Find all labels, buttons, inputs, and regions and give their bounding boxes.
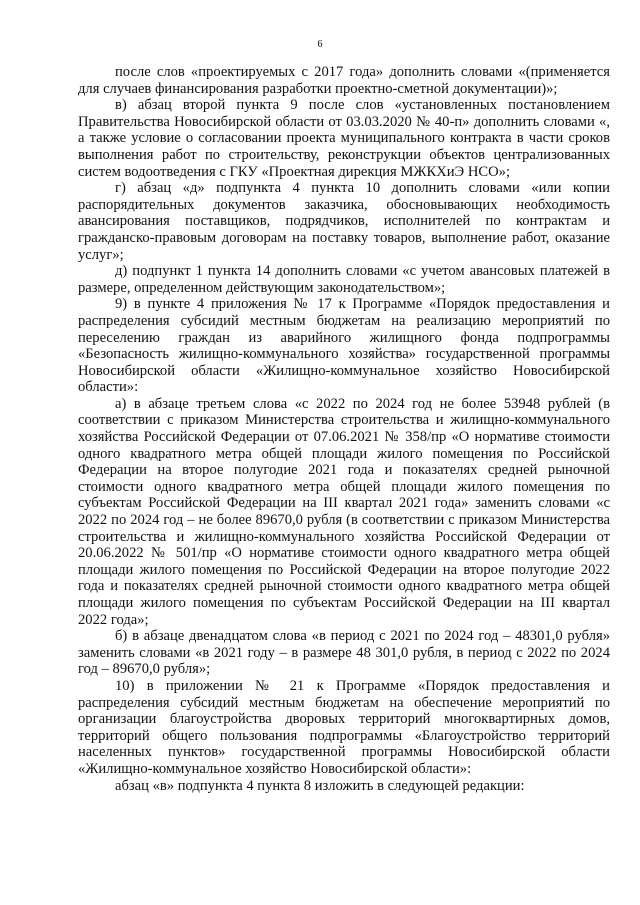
paragraph-final: абзац «в» подпункта 4 пункта 8 изложить в следующей редакции: (115, 777, 525, 794)
paragraph-item-d: д) подпункт 1 пункта 14 дополнить словами «с учетом авансовых платежей в размере, определенном действующим законодательством»; (78, 263, 610, 296)
paragraph-phrase-addition: после слов «проектируемых с 2017 года» дополнить словами «(применяется для случаев финансирования разработки проектно-сметной документации)»; (78, 64, 610, 97)
paragraph-item-g: г) абзац «д» подпункта 4 пункта 10 дополнить словами «или копии распорядительных документов заказчика, обосновывающих необходимость авансирования поставщиков, подрядчиков, исполнителей по контрактам и гражданско-правовым договорам на поставку товаров, выполнение работ, оказание услуг»; (78, 180, 610, 263)
paragraph-item-b: б) в абзаце двенадцатом слова «в период с 2021 по 2024 год – 48301,0 рубля» заменить словами «в 2021 году – в размере 48 301,0 рубля, в период с 2022 по 2024 год – 89670,0 рубля»; (78, 628, 610, 678)
paragraph-item-a: а) в абзаце третьем слова «с 2022 по 2024 год не более 53948 рублей (в соответствии с приказом Министерства строительства и жилищно-коммунального хозяйства Российской Федерации от 07.06.2021 № 358/пр «О нормативе стоимости одного квадратного метра общей площади жилого помещения по Российской Федерации на второе полугодие 2021 года и показателях средней рыночной стоимости одного квадратного метра общей площади жилого помещения по субъектам Российской Федерации на III квартал 2021 года» заменить словами «с 2022 по 2024 год – не более 89670,0 рубля (в соответствии с приказом Министерства строительства и жилищно-коммунального хозяйства Российской Федерации от 20.06.2022 № 501/пр «О нормативе стоимости одного квадратного метра общей площади жилого помещения по Российской Федерации на второе полугодие 2022 года и показателях средней рыночной стоимости одного квадратного метра общей площади жилого помещения по субъектам Российской Федерации на III квартал 2022 года»; (78, 395, 610, 628)
paragraph-point-9: 9) в пункте 4 приложения № 17 к Программе «Порядок предоставления и распределения субсидий местным бюджетам на реализацию мероприятий по переселению граждан из аварийного жилищного фонда подпрограммы «Безопасность жилищно-коммунального хозяйства» государственной программы Новосибирской области «Жилищно-коммунальное хозяйство Новосибирской области»: (78, 296, 610, 396)
page-number: 6 (317, 39, 323, 50)
paragraph-point-10: 10) в приложении № 21 к Программе «Порядок предоставления и распределения субсидий местным бюджетам на обеспечение мероприятий по организации благоустройства дворовых территорий многоквартирных домов, территорий общего пользования подпрограммы «Благоустройство территорий населенных пунктов» государственной программы Новосибирской области «Жилищно-коммунальное хозяйство Новосибирской области»: (78, 677, 610, 777)
paragraph-item-v: в) абзац второй пункта 9 после слов «установленных постановлением Правительства Новосибирской области от 03.03.2020 № 40-п» дополнить словами «, а также условие о согласовании проекта муниципального контракта в части сроков выполнения работ по строительству, реконструкции объектов централизованных систем водоотведения с ГКУ «Проектная дирекция МЖКХиЭ НСО»; (78, 97, 610, 180)
document-body (78, 64, 610, 794)
